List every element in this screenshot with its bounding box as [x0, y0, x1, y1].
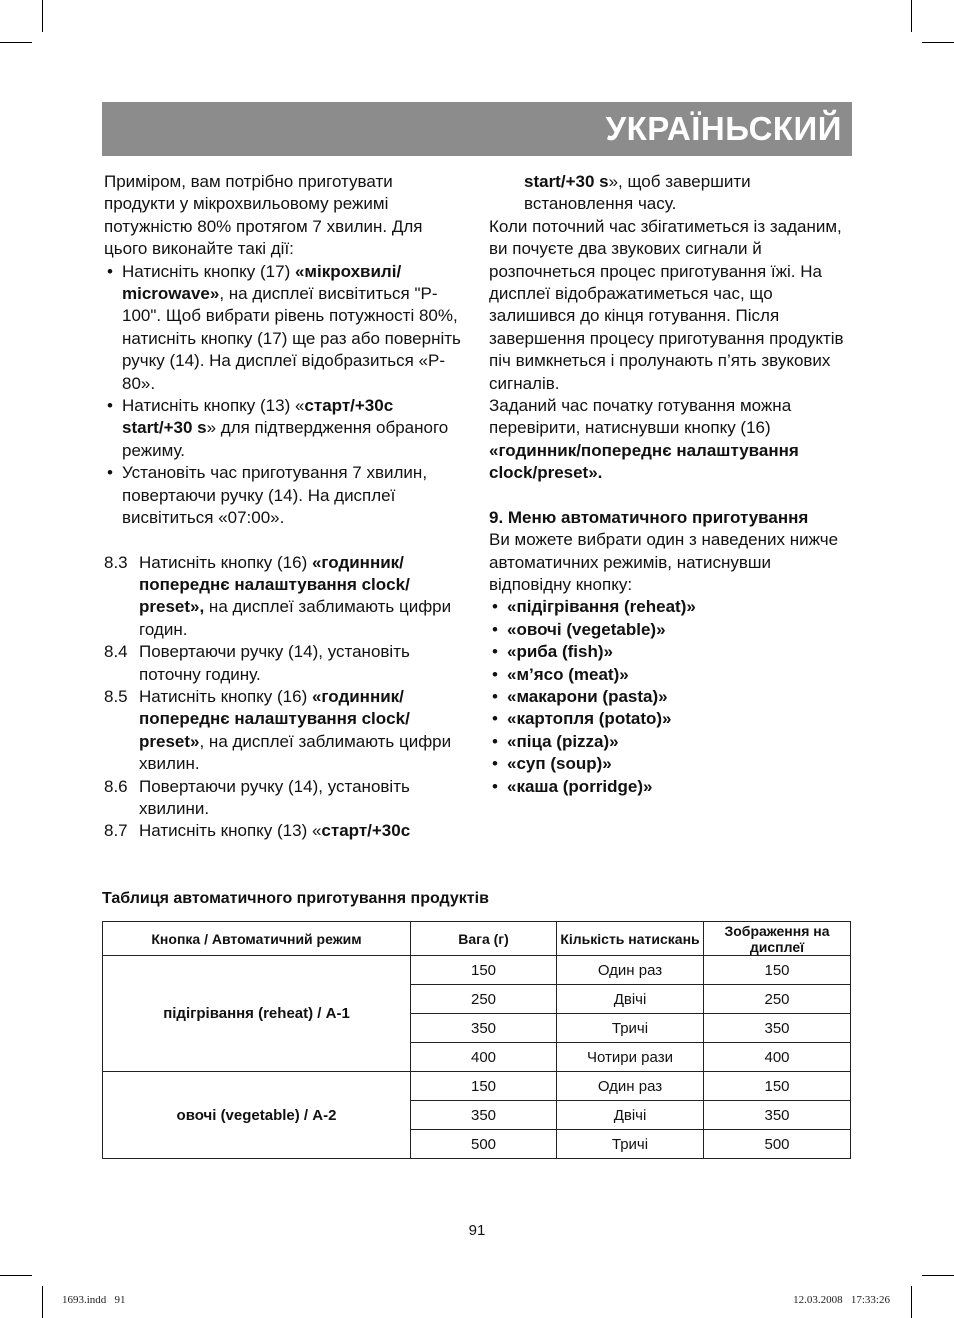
right-column [489, 171, 854, 798]
column-header: Кількість натискань [557, 922, 704, 956]
step-8-7: 8.7 Натисніть кнопку (13) «старт/+30с [104, 821, 411, 841]
list-item: • «м’ясо (meat)» [492, 664, 629, 684]
mode-cell: овочі (vegetable) / A-2 [103, 1072, 411, 1159]
presses-cell: Тричі [557, 1014, 704, 1043]
weight-cell: 400 [411, 1043, 557, 1072]
display-cell: 150 [704, 1072, 851, 1101]
mode-cell: підігрівання (reheat) / A-1 [103, 956, 411, 1072]
step-8-6: 8.6 Повертаючи ручку (14), установіть хвилини. [104, 776, 410, 818]
display-cell: 350 [704, 1014, 851, 1043]
intro-paragraph: Приміром, вам потрібно приготувати продукти у мікрохвильовому режимі потужністю 80% протягом 7 хвилин. Для цього виконайте такі дії: [104, 172, 423, 259]
list-item: • «картопля (potato)» [492, 709, 672, 729]
crop-mark [922, 42, 954, 43]
list-item: • «піца (pizza)» [492, 731, 619, 751]
display-cell: 500 [704, 1130, 851, 1159]
paragraph: Ви можете вибрати один з наведених нижче автоматичних режимів, натиснувши відповідну кнопку: [489, 530, 839, 594]
crop-mark [922, 1275, 954, 1276]
list-item: • Установіть час приготування 7 хвилин, повертаючи ручку (14). На дисплеї висвітиться «07:00». [107, 463, 428, 528]
presses-cell: Тричі [557, 1130, 704, 1159]
list-item: • «риба (fish)» [492, 642, 613, 662]
crop-mark [42, 1286, 43, 1318]
list-item: • Натисніть кнопку (13) «старт/+30с start/+30 s» для підтвердження обраного режиму. [107, 396, 449, 460]
list-item: • «макарони (pasta)» [492, 686, 668, 706]
language-header [102, 102, 852, 156]
presses-cell: Двічі [557, 985, 704, 1014]
presses-cell: Один раз [557, 1072, 704, 1101]
step-8-7-continued: start/+30 s», щоб завершити встановлення часу. [524, 172, 751, 214]
weight-cell: 500 [411, 1130, 557, 1159]
step-8-4: 8.4 Повертаючи ручку (14), установіть поточну годину. [104, 642, 410, 684]
table-row [103, 1072, 851, 1101]
footer-date: 12.03.2008 17:33:26 [793, 1294, 890, 1306]
list-item: • Натисніть кнопку (17) «мікрохвилі/ microwave», на дисплеї висвітиться "P-100". Щоб вибрати рівень потужності 80%, натисніть кнопку (17) ще раз або поверніть ручку (14). На дисплеї відобразиться «P-80». [107, 261, 461, 393]
footer-file: 1693.indd 91 [62, 1294, 126, 1306]
display-cell: 400 [704, 1043, 851, 1072]
column-header: Вага (г) [411, 922, 557, 956]
list-item: • «підігрівання (reheat)» [492, 597, 696, 617]
crop-mark [0, 1275, 32, 1276]
table-header-row [103, 922, 851, 956]
weight-cell: 350 [411, 1101, 557, 1130]
table-title: Таблиця автоматичного приготування продуктів [102, 890, 489, 907]
list-item: • «овочі (vegetable)» [492, 619, 666, 639]
crop-mark [0, 42, 32, 43]
language-title: УКРАЇНЬСКИЙ [605, 110, 842, 147]
weight-cell: 150 [411, 1072, 557, 1101]
column-header: Зображення на дисплеї [704, 922, 851, 956]
presses-cell: Чотири рази [557, 1043, 704, 1072]
page-number: 91 [468, 1222, 486, 1239]
display-cell: 250 [704, 985, 851, 1014]
weight-cell: 250 [411, 985, 557, 1014]
list-item: • «суп (soup)» [492, 754, 612, 774]
list-item: • «каша (porridge)» [492, 776, 653, 796]
left-column [104, 171, 466, 843]
presses-cell: Один раз [557, 956, 704, 985]
crop-mark [42, 0, 43, 32]
step-8-3: 8.3 Натисніть кнопку (16) «годинник/ попереднє налаштування clock/ preset», на дисплеї заблимають цифри годин. [104, 552, 452, 639]
weight-cell: 350 [411, 1014, 557, 1043]
modes-list [489, 596, 854, 798]
weight-cell: 150 [411, 956, 557, 985]
crop-mark [911, 1286, 912, 1318]
crop-mark [911, 0, 912, 32]
display-cell: 350 [704, 1101, 851, 1130]
column-header: Кнопка / Автоматичний режим [103, 922, 411, 956]
display-cell: 150 [704, 956, 851, 985]
paragraph: Заданий час початку готування можна перевірити, натиснувши кнопку (16) «годинник/попереднє налаштування clock/preset». [489, 396, 799, 483]
paragraph: Коли поточний час збігатиметься із заданим, ви почуєте два звукових сигнали й розпочнеться процес приготування їжі. На дисплеї відображатиметься час, що залишився до кінця готування. Після завершення процесу приготування продуктів піч вимкнеться і пролунають п’ять звукових сигналів. [489, 216, 844, 393]
presses-cell: Двічі [557, 1101, 704, 1130]
table-row [103, 956, 851, 985]
step-8-5: 8.5 Натисніть кнопку (16) «годинник/ попереднє налаштування clock/ preset», на дисплеї заблимають цифри хвилин. [104, 686, 452, 774]
section-heading: 9. Меню автоматичного приготування [489, 507, 809, 527]
auto-cook-table [102, 921, 851, 1159]
